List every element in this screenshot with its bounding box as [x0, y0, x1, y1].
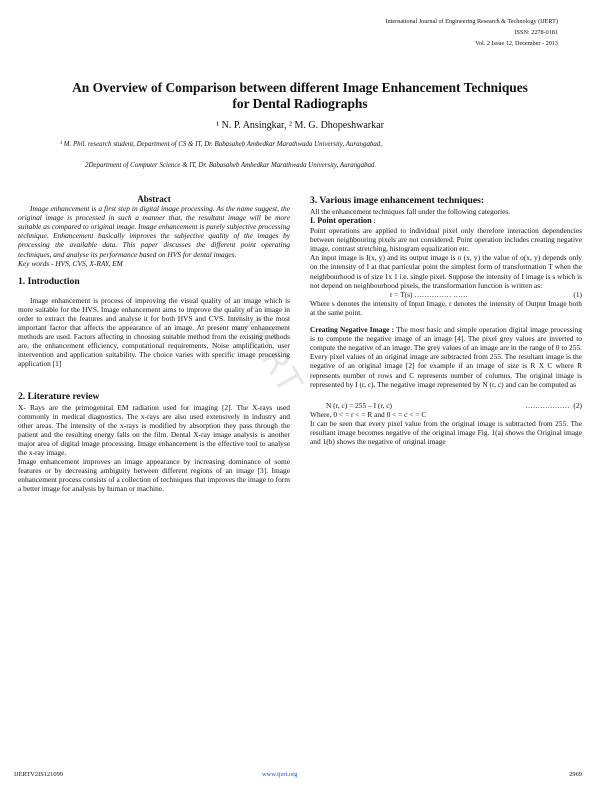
equation-2-body: N (r, c) = 255 – I (r, c)	[326, 400, 392, 410]
abstract-heading: Abstract	[137, 194, 171, 204]
equation-2-dots: ………………	[525, 400, 570, 410]
abstract-text: Image enhancement is a first step in digital image processing. As the name suggest, the original image is processed in such a manner that, the resultant image will be more suitable as compared to original image. Image enhancement is purely subjective processing technique. Enhancement basically improves the subjective quality of the images by processing the available data. This paper discusses the different point operating techniques, and analyse its performance based on HVS for dental images.	[18, 204, 290, 259]
watermark: IJERT	[227, 297, 312, 403]
section-1-heading: 1. Introduction	[18, 275, 80, 287]
section-2-paragraph-2: Image enhancement improves an image appearance by increasing dominance of some features or by decreasing ambiguity between different regions of an image [3]. Image enhancement process consists of a collection of techniques that improves the image to form a better image for analysis by human or machine.	[18, 457, 290, 494]
point-operation-colon: :	[371, 216, 376, 226]
negative-image-text: The most basic and simple operation digital image processing is to compute the negative image of an image [4]. The pixel grey values are inverted to compute the negative of an image. The grey values of an image are in the range of 0 to 255. Every pixel values of an original image are subtracted from 255. The resultant image is the negative of an original image [2] for example if an image of size is R X C where R represents number of rows and C represents number of columns. The original image is represented by I (r, c). The negative image represented by N (r, c) and can be computed as	[310, 325, 582, 389]
equation-1	[310, 290, 582, 299]
equation-2-where: Where, 0 < = r < = R and 0 < = c < = C	[310, 409, 427, 419]
footer-page-number: 2969	[569, 771, 582, 778]
point-operation-heading	[310, 216, 582, 226]
section-2-heading: 2. Literature review	[18, 390, 100, 402]
affiliation-1: ¹ M. Phil. research student, Department of CS & IT, Dr. Babasaheb Ambedkar Marathwada University, Aurangabad,	[60, 141, 382, 148]
left-column	[18, 195, 290, 493]
point-operation-paragraph-2: An input image is I(x, y) and its output image is o (x, y) the value of o(x, y) depends only on the intensity of I at that particular point the simplest form of transformation T when the neighbourhood is of size 1x 1 i.e. single pixel. Suppose the intensity of I image is s which is not depend on neighbourhood pixels, the transformation function is written as:	[310, 253, 582, 290]
footer-link[interactable]: www.ijert.org	[262, 771, 298, 778]
journal-issn: ISSN: 2278-0181	[514, 29, 558, 36]
footer-paper-id: IJERTV2IS121099	[14, 771, 63, 778]
point-operation-paragraph-3: Where s denotes the intensity of Input Image, r denotes the intensity of Output Image both at the same point.	[310, 298, 582, 317]
point-operation-label: I. Point operation	[310, 216, 372, 226]
affiliation-2: 2Department of Computer Science & IT, Dr. Babasaheb Ambedkar Marathwada University, Aurangabad.	[85, 162, 377, 169]
section-3-heading: 3. Various image enhancement techniques:	[310, 195, 485, 206]
negative-image-heading: Creating Negative Image :	[310, 325, 395, 335]
section-3-intro: All the enhancement techniques fall under the following categories.	[310, 207, 511, 216]
paper-authors: ¹ N. P. Ansingkar, ² M. G. Dhopeshwarkar	[216, 120, 384, 131]
paper-title-line2: for Dental Radiographs	[232, 96, 368, 111]
negative-image-paragraph-2: It can be seen that every pixel value from the original image is subtracted from 255. The resultant image becomes negative of the original image Fig. 1(a) shows the Original image and 1(b) shows the negative of original image	[310, 418, 582, 447]
right-column	[310, 195, 582, 446]
section-1-text: Image enhancement is process of improving the visual quality of an image which is more suitable for the HVS. Image enhancement aims to improve the quality of an image in order to extract the features and analyse it for both HVS and CVS. Intensity is the most important factor that affects the appearance of an image. At present many enhancement methods are used. Factors affecting in choosing suitable method from the existing methods are, the enhancement efficiency, computational requirements, Noise amplification, user intervention and application suitability. The choice varies with specific image processing application [1]	[18, 295, 290, 369]
equation-1-body: r = T(s) …………… ……	[390, 289, 468, 299]
point-operation-paragraph-1: Point operations are applied to individual pixel only therefore interaction dependencies between neighbouring pixels are not considered. Point operation includes creating negative image, contrast stretching, histogram equalization etc.	[310, 226, 582, 254]
journal-header	[386, 16, 558, 49]
negative-image-paragraph	[310, 325, 582, 389]
paper-title-line1: An Overview of Comparison between different Image Enhancement Techniques	[72, 80, 528, 95]
equation-2-tail	[525, 401, 582, 410]
equation-2-number: (2)	[573, 400, 582, 410]
journal-volume: Vol. 2 Issue 12, December - 2013	[475, 40, 558, 47]
keywords: Key words - HVS, CVS, X-RAY, EM	[18, 258, 123, 268]
section-2-paragraph-1: X- Rays are the primogenital EM radiation used for imaging [2]. The X-rays used commonly in medical diagnostics. The x-rays are also used extensively in industry and other areas. The intensity of the x-rays is modified by absorption they pass through the patient and the resulting energy falls on the film. Dental X-ray image analysis is another major area of digital image processing. Image enhancement is the effective tool to analyse the x-ray image.	[18, 402, 290, 457]
paper-title	[30, 80, 570, 112]
equation-1-number: (1)	[573, 289, 582, 299]
journal-name: International Journal of Engineering Research & Technology (IJERT)	[385, 18, 558, 25]
equation-2	[310, 401, 582, 410]
